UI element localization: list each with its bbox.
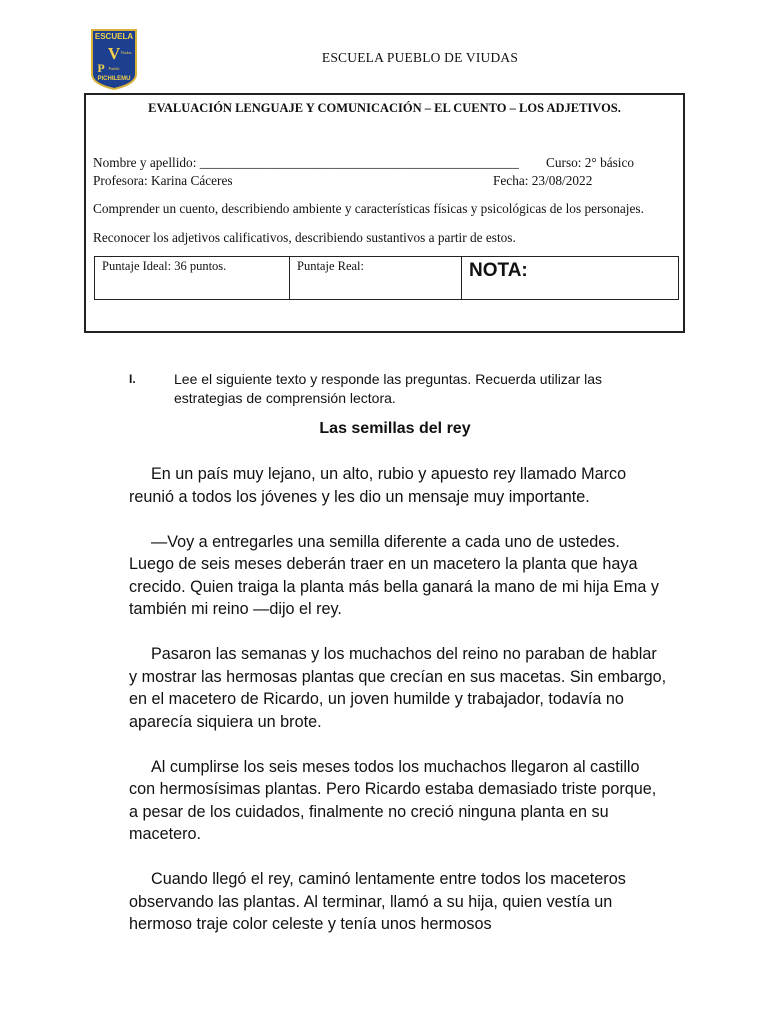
score-table [94,256,679,300]
story-paragraph: Cuando llegó el rey, caminó lentamente entre todos los maceteros observando las plantas. Al terminar, llamó a su hija, quien vestía un hermoso traje color celeste y tenía unos hermosos [129,870,626,933]
story-title: Las semillas del rey [319,420,471,437]
story-paragraph: Pasaron las semanas y los muchachos del reino no paraban de hablar y mostrar las hermosas plantas que crecían en sus macetas. Sin embargo, en el macetero de Ricardo, un joven humilde y trabajador, todavía no aparecía siquiera un brote. [129,645,667,731]
logo-letter-p: P [97,61,105,75]
score-real-cell[interactable]: Puntaje Real: [290,257,462,299]
story-paragraph: —Voy a entregarles una semilla diferente a cada uno de ustedes. Luego de seis meses deberán traer en un macetero la planta que haya crecido. Quien traiga la planta más bella ganará la mano de mi hija Ema y también mi reino —dijo el rey. [129,532,659,618]
grade-cell[interactable]: NOTA: [469,260,528,281]
teacher-label: Profesora: Karina Cáceres [93,173,233,188]
logo-letter-v: V [107,44,121,63]
story-paragraph: Al cumplirse los seis meses todos los muchachos llegaron al castillo con hermosísimas plantas. Pero Ricardo estaba demasiado triste porque, a pesar de los cuidados, finalmente no creció ninguna planta en su macetero. [129,757,657,843]
logo-text-escuela: ESCUELA [94,32,134,41]
student-name-field[interactable]: Nombre y apellido: ________________________________________________ [93,155,519,170]
logo-text-pueblo: Pueblo [108,66,120,71]
story-paragraph: En un país muy lejano, un alto, rubio y apuesto rey llamado Marco reunió a todos los jóvenes y les dio un mensaje muy importante. [129,465,627,506]
evaluation-title: EVALUACIÓN LENGUAJE Y COMUNICACIÓN – EL CUENTO – LOS ADJETIVOS. [148,101,621,115]
story-body [129,463,669,958]
objective-2: Reconocer los adjetivos calificativos, describiendo sustantivos a partir de estos. [93,230,516,245]
instruction-number: I. [129,372,136,386]
score-ideal-cell: Puntaje Ideal: 36 puntos. [95,257,290,299]
date-label: Fecha: 23/08/2022 [493,173,593,188]
course-label: Curso: 2° básico [546,155,635,170]
evaluation-header-box [84,93,685,333]
logo-text-pichilemu: PICHILEMU [97,76,131,82]
school-name: ESCUELA PUEBLO DE VIUDAS [321,50,519,65]
objective-1: Comprender un cuento, describiendo ambiente y características físicas y psicológicas de los personajes. [93,201,644,216]
instruction-text: Lee el siguiente texto y responde las preguntas. Recuerda utilizar las estrategias de comprensión lectora. [174,371,603,406]
logo-text-viudas: Viudas [120,50,132,55]
